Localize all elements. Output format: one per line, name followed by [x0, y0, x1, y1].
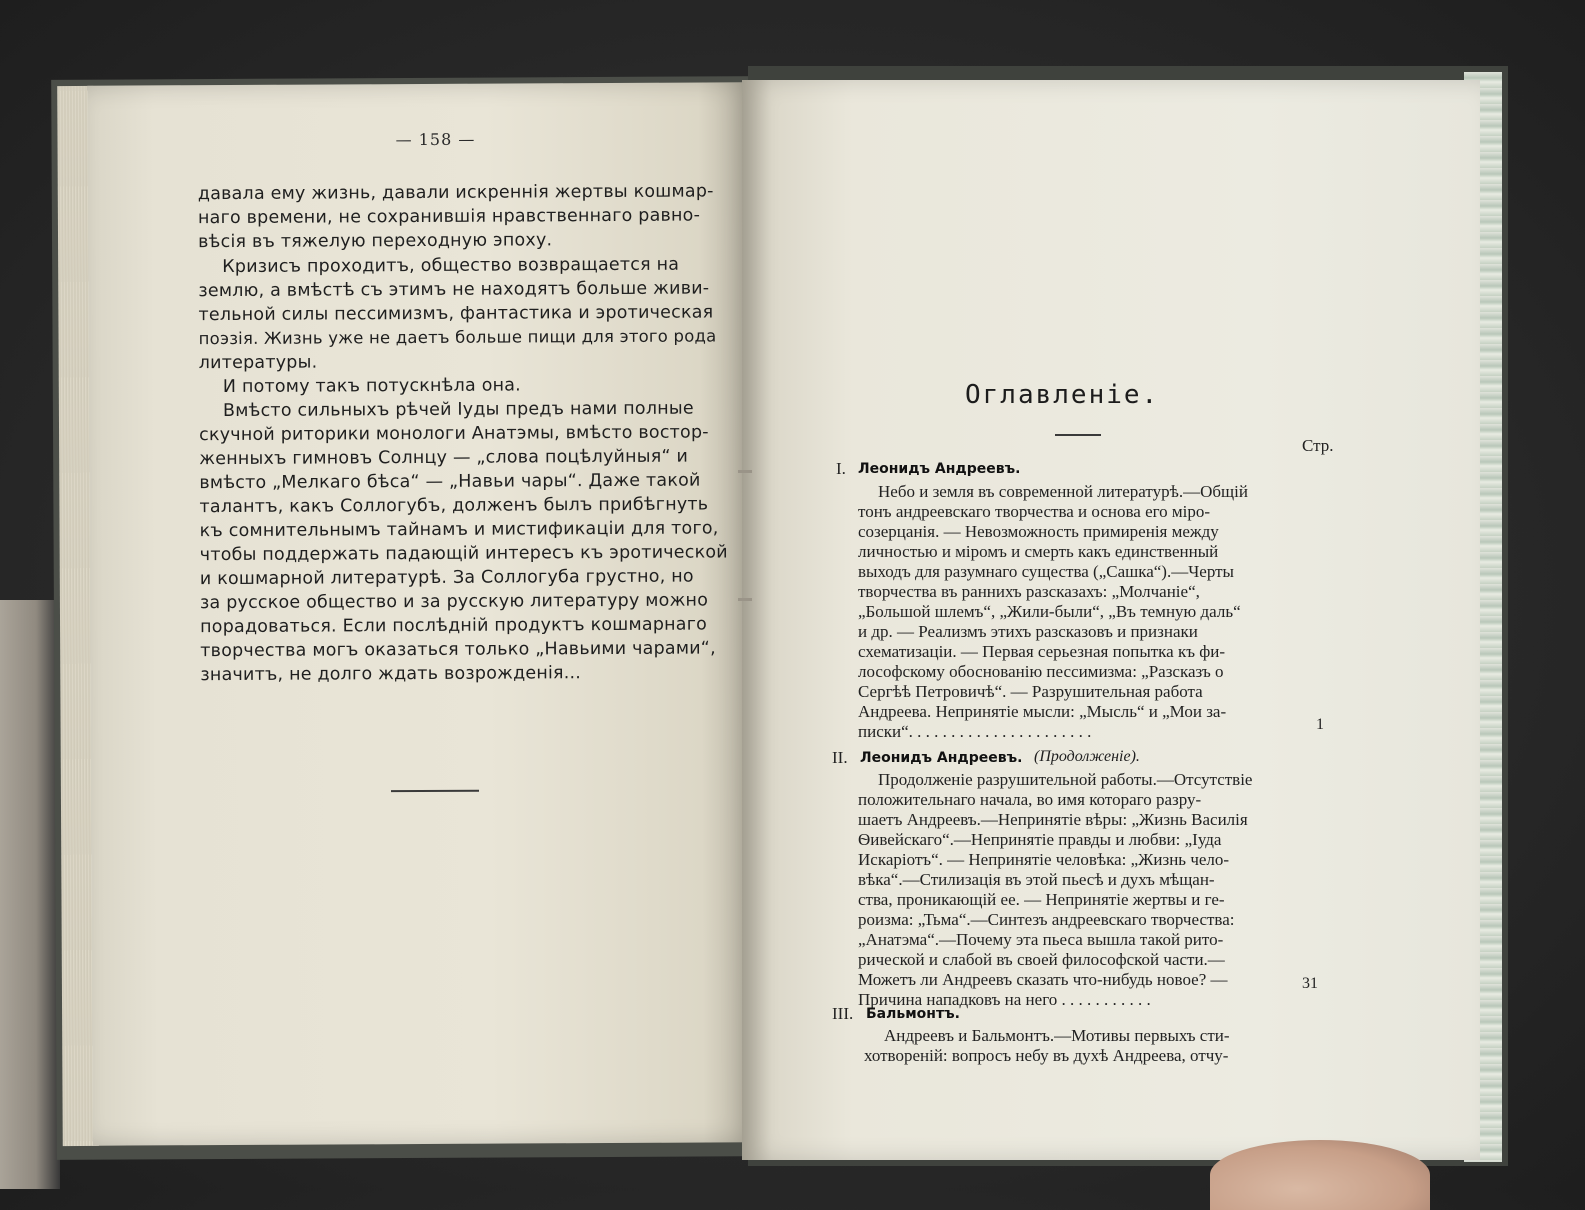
toc-line: Небо и земля въ современной литературѣ.—Общій	[878, 482, 1248, 501]
binding-stitch	[738, 598, 752, 601]
page-column-header: Стр.	[1302, 436, 1334, 455]
text-line: Кризисъ проходитъ, общество возвращается на	[222, 254, 680, 278]
text-line: Вмѣсто сильныхъ рѣчей Іуды предъ нами полные	[222, 398, 694, 422]
chapter-numeral: I.	[836, 459, 846, 478]
text-line: землю, а вмѣстѣ съ этимъ не находятъ больше живи-	[198, 278, 710, 302]
text-line: значитъ, не долго ждать возрожденія...	[200, 663, 582, 686]
text-line: порадоваться. Если послѣдній продуктъ кошмарнаго	[200, 614, 708, 638]
toc-line: личностью и міромъ и смерть какъ единственный	[858, 542, 1219, 561]
text-line: литературы.	[198, 352, 318, 374]
toc-line: положительнаго начала, во имя котораго разру-	[858, 790, 1202, 809]
text-line: къ сомнительнымъ тайнамъ и мистификаціи для того,	[199, 518, 719, 542]
text-line: и кошмарной литературѣ. За Соллогуба грустно, но	[199, 566, 694, 590]
chapter-page-number: 31	[1302, 975, 1318, 992]
text-line: давала ему жизнь, давали искреннія жертвы кошмар-	[197, 181, 714, 205]
text-line: за русское общество и за русскую литературу можно	[199, 590, 709, 614]
chapter-page-number: 1	[1316, 716, 1324, 733]
text-line: женныхъ гимновъ Солнцу — „слова поцѣлуйныя“ и	[199, 446, 689, 470]
left-page-content	[0, 0, 763, 1191]
chapter-heading: Леонидъ Андреевъ.	[860, 750, 1023, 766]
chapter-numeral: II.	[832, 748, 848, 767]
binding-stitch	[738, 470, 752, 473]
text-line: тельной силы пессимизмъ, фантастика и эротическая	[198, 302, 714, 326]
toc-line: вѣка“.—Стилизація въ этой пьесѣ и духъ мѣщан-	[858, 870, 1215, 889]
toc-line: Продолженіе разрушительной работы.—Отсутствіе	[878, 770, 1253, 789]
toc-line: роизма: „Тьма“.—Синтезъ андреевскаго творчества:	[858, 910, 1235, 929]
text-line: наго времени, не сохранившія нравственнаго равно-	[197, 205, 701, 229]
toc-line: ства, проникающій ее. — Непринятіе жертвы и ге-	[858, 890, 1225, 909]
text-line: И потому такъ потускнѣла она.	[222, 375, 521, 398]
toc-line: хотвореній: вопросъ небу въ духѣ Андреева, отчу-	[864, 1046, 1229, 1065]
thumb	[1210, 1140, 1430, 1210]
toc-line: писки“. . . . . . . . . . . . . . . . . . . . . .	[858, 722, 1092, 741]
page-number: — 158 —	[395, 129, 476, 150]
toc-line: выходъ для разумнаго существа („Сашка“).—Черты	[858, 562, 1234, 581]
chapter-subtitle: (Продолженіе).	[1034, 748, 1140, 765]
toc-line: и др. — Реализмъ этихъ разсказовъ и признаки	[858, 622, 1198, 641]
toc-line: рической и слабой въ своей философской части.—	[858, 950, 1225, 969]
text-line: творчества могъ оказаться только „Навьими чарами“,	[200, 638, 716, 662]
toc-line: „Большой шлемъ“, „Жили-были“, „Въ темную даль“	[858, 602, 1241, 621]
toc-line: Ѳивейскаго“.—Непринятіе правды и любви: „Іуда	[858, 830, 1222, 849]
toc-line: Искаріотъ“. — Непринятіе человѣка: „Жизнь чело-	[858, 850, 1230, 869]
text-line: скучной риторики монологи Анатэмы, вмѣсто востор-	[199, 422, 709, 446]
toc-line: шаетъ Андреевъ.—Непринятіе вѣры: „Жизнь Василія	[858, 810, 1248, 829]
chapter-heading: Леонидъ Андреевъ.	[858, 461, 1021, 477]
toc-line: Можетъ ли Андреевъ сказать что-нибудь новое? —	[858, 970, 1228, 989]
toc-title: Оглавленіе.	[965, 380, 1160, 410]
toc-line: Причина нападковъ на него . . . . . . . . . . .	[858, 990, 1151, 1009]
text-line: талантъ, какъ Соллогубъ, долженъ былъ прибѣгнуть	[199, 494, 709, 518]
toc-line: Андреевъ и Бальмонтъ.—Мотивы первыхъ сти-	[884, 1026, 1230, 1045]
toc-line: созерцанія. — Невозможность примиренія между	[858, 522, 1219, 541]
text-line: чтобы поддержать падающій интересъ къ эротической	[199, 542, 728, 566]
chapter-numeral: III.	[832, 1004, 854, 1023]
text-line: вѣсія въ тяжелую переходную эпоху.	[198, 230, 553, 253]
text-line: вмѣсто „Мелкаго бѣса“ — „Навьи чары“. Даже такой	[199, 470, 701, 494]
chapter-heading: Бальмонтъ.	[866, 1006, 960, 1022]
title-rule	[1055, 434, 1101, 436]
toc-line: схематизаціи. — Первая серьезная попытка къ фи-	[858, 642, 1226, 661]
toc-line: Сергѣѣ Петровичѣ“. — Разрушительная работа	[858, 682, 1203, 701]
toc-line: лософскому обоснованію пессимизма: „Разсказъ о	[858, 662, 1224, 681]
toc-line: Андреева. Непринятіе мысли: „Мысль“ и „Мои за-	[858, 702, 1227, 721]
toc-line: тонъ андреевскаго творчества и основа его міро-	[858, 502, 1211, 521]
end-rule	[391, 790, 479, 792]
toc-line: творчества въ раннихъ разсказахъ: „Молчаніе“,	[858, 582, 1200, 601]
toc-line: „Анатэма“.—Почему эта пьеса вышла такой рито-	[858, 930, 1224, 949]
text-line: поэзія. Жизнь уже не даетъ больше пищи для этого рода	[198, 326, 717, 349]
